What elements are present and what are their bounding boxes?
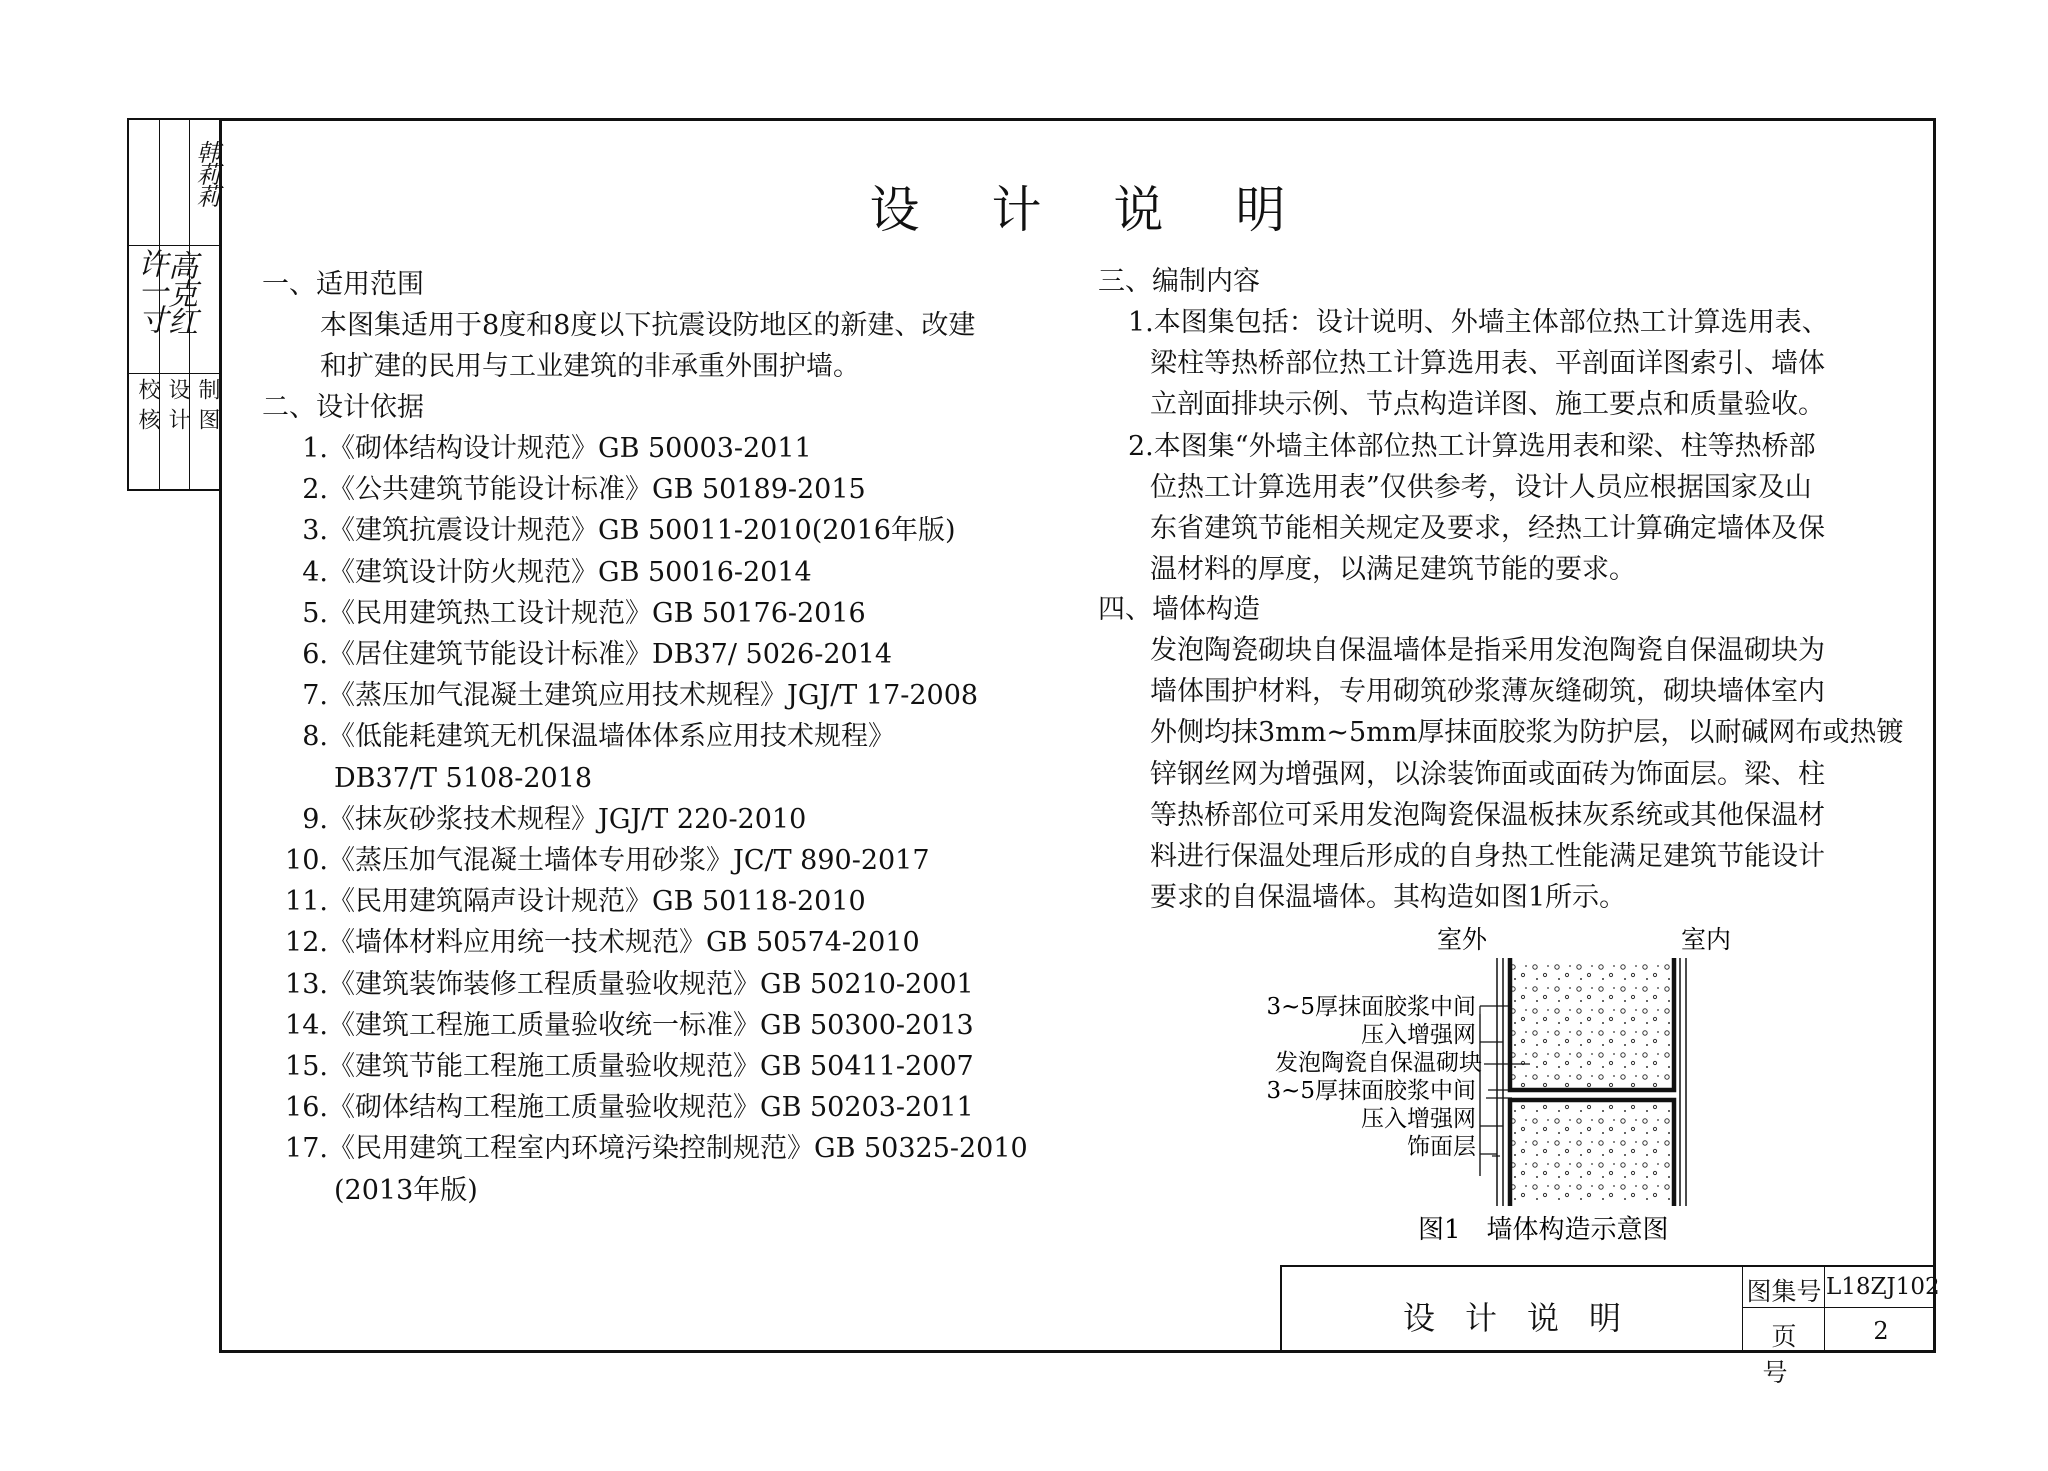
block-lower bbox=[1510, 1100, 1674, 1206]
section-1-heading: 一、适用范围 bbox=[262, 269, 424, 300]
body-line: 等热桥部位可采用发泡陶瓷保温板抹灰系统或其他保温材 bbox=[1150, 799, 1825, 831]
reference-number: 6. bbox=[302, 639, 328, 670]
reference-item bbox=[278, 1132, 1028, 1166]
title-block-title: 设计说明 bbox=[1402, 1299, 1651, 1337]
reference-item bbox=[278, 597, 866, 631]
reference-item bbox=[278, 968, 974, 1002]
section-1-line: 本图集适用于8度和8度以下抗震设防地区的新建、改建 bbox=[320, 310, 976, 341]
reference-number: 8. bbox=[302, 721, 328, 753]
reference-item bbox=[278, 556, 812, 590]
page-title: 设计说明 bbox=[869, 181, 1358, 239]
reference-number: 9. bbox=[302, 803, 328, 835]
reference-number: 3. bbox=[302, 515, 328, 547]
reference-item bbox=[278, 432, 812, 466]
signature-draw: 韩莉莉 bbox=[192, 140, 220, 206]
page-number-label: 页号 bbox=[1762, 1322, 1815, 1387]
reference-text: 《居住建筑节能设计标准》DB37/ 5026-2014 bbox=[328, 639, 893, 670]
section-4-heading: 四、墙体构造 bbox=[1098, 594, 1260, 625]
reference-number: 12. bbox=[285, 927, 328, 959]
signature-check: 许一寸 bbox=[132, 248, 167, 332]
reference-item bbox=[278, 1091, 974, 1125]
reference-item bbox=[278, 1050, 974, 1084]
section-3-heading: 三、编制内容 bbox=[1098, 266, 1260, 297]
reference-item bbox=[278, 926, 920, 960]
title-block bbox=[1280, 1265, 1940, 1387]
callout-plaster-1: 3~5厚抹面胶浆中间 bbox=[1266, 994, 1476, 1020]
reference-text: 《低能耗建筑无机保温墙体体系应用技术规程》 bbox=[328, 721, 895, 753]
reference-item bbox=[278, 1009, 974, 1043]
figure-caption: 图1 墙体构造示意图 bbox=[1418, 1215, 1669, 1245]
body-line: 要求的自保温墙体。其构造如图1所示。 bbox=[1150, 882, 1627, 914]
label-outside: 室外 bbox=[1436, 925, 1488, 954]
reference-number: 5. bbox=[302, 597, 328, 629]
reference-item bbox=[278, 514, 956, 548]
reference-text: 《民用建筑隔声设计规范》GB 50118-2010 bbox=[328, 886, 866, 918]
wall-construction-figure bbox=[1200, 918, 1760, 1248]
reference-item bbox=[278, 720, 895, 754]
reference-item bbox=[278, 844, 930, 878]
reference-number: 16. bbox=[285, 1092, 328, 1124]
reference-number: 2. bbox=[302, 474, 328, 506]
callout-mesh-2: 压入增强网 bbox=[1361, 1106, 1476, 1132]
label-inside: 室内 bbox=[1680, 925, 1732, 954]
body-line: 墙体围护材料，专用砌筑砂浆薄灰缝砌筑，砌块墙体室内 bbox=[1150, 676, 1825, 708]
section-1-line: 和扩建的民用与工业建筑的非承重外围护墙。 bbox=[320, 351, 860, 382]
reference-text: 《民用建筑热工设计规范》GB 50176-2016 bbox=[328, 597, 866, 629]
body-line: 发泡陶瓷砌块自保温墙体是指采用发泡陶瓷自保温砌块为 bbox=[1150, 635, 1825, 666]
callout-block: 发泡陶瓷自保温砌块 bbox=[1275, 1050, 1482, 1076]
reference-text: 《建筑工程施工质量验收统一标准》GB 50300-2013 bbox=[328, 1009, 974, 1041]
reference-number: 14. bbox=[285, 1009, 328, 1041]
body-line: 东省建筑节能相关规定及要求，经热工计算确定墙体及保 bbox=[1150, 513, 1825, 544]
callout-mesh-1: 压入增强网 bbox=[1361, 1022, 1476, 1048]
reference-number: 4. bbox=[302, 556, 328, 588]
atlas-number: L18ZJ102 bbox=[1826, 1274, 1940, 1300]
reference-number: 10. bbox=[285, 845, 328, 876]
reference-item bbox=[278, 803, 806, 837]
reference-item bbox=[278, 473, 866, 507]
reference-item bbox=[278, 638, 892, 672]
reference-item bbox=[278, 1174, 478, 1208]
body-line: 锌钢丝网为增强网，以涂装饰面或面砖为饰面层。梁、柱 bbox=[1150, 758, 1825, 790]
reference-item bbox=[278, 679, 978, 713]
atlas-number-label: 图集号 bbox=[1746, 1277, 1822, 1306]
body-line: 2.本图集“外墙主体部位热工计算选用表和梁、柱等热桥部 bbox=[1128, 430, 1816, 462]
reference-text: 《建筑设计防火规范》GB 50016-2014 bbox=[328, 556, 812, 588]
reference-text: 《民用建筑工程室内环境污染控制规范》GB 50325-2010 bbox=[328, 1133, 1028, 1165]
approval-label-design: 设计 bbox=[165, 378, 190, 438]
reference-text: (2013年版) bbox=[334, 1174, 478, 1206]
callout-plaster-2: 3~5厚抹面胶浆中间 bbox=[1266, 1078, 1476, 1104]
reference-text: 《蒸压加气混凝土建筑应用技术规程》JGJ/T 17-2008 bbox=[328, 680, 979, 712]
body-line: 料进行保温处理后形成的自身热工性能满足建筑节能设计 bbox=[1150, 841, 1825, 872]
reference-text: 《砌体结构设计规范》GB 50003-2011 bbox=[328, 433, 812, 464]
reference-number: 11. bbox=[285, 886, 328, 918]
reference-number: 17. bbox=[285, 1133, 328, 1165]
body-line: 外侧均抹3mm~5mm厚抹面胶浆为防护层，以耐碱网布或热镀 bbox=[1150, 717, 1904, 749]
reference-text: 《建筑装饰装修工程质量验收规范》GB 50210-2001 bbox=[328, 968, 974, 1000]
body-line: 温材料的厚度，以满足建筑节能的要求。 bbox=[1150, 554, 1636, 586]
reference-number: 1. bbox=[302, 433, 328, 464]
signature-design: 高克红 bbox=[162, 250, 197, 334]
body-line: 位热工计算选用表”仅供参考，设计人员应根据国家及山 bbox=[1150, 471, 1812, 503]
body-line: 1.本图集包括：设计说明、外墙主体部位热工计算选用表、 bbox=[1128, 307, 1829, 338]
reference-text: 《建筑抗震设计规范》GB 50011-2010(2016年版) bbox=[328, 515, 956, 547]
reference-item bbox=[278, 885, 866, 919]
reference-number: 7. bbox=[302, 680, 328, 712]
reference-item bbox=[278, 762, 592, 796]
reference-text: 《建筑节能工程施工质量验收规范》GB 50411-2007 bbox=[328, 1051, 974, 1082]
section-2-heading: 二、设计依据 bbox=[262, 392, 424, 423]
reference-text: 《抹灰砂浆技术规程》JGJ/T 220-2010 bbox=[328, 803, 807, 835]
reference-text: 《墙体材料应用统一技术规范》GB 50574-2010 bbox=[328, 927, 920, 959]
block-upper bbox=[1510, 960, 1674, 1090]
approval-label-draw: 制图 bbox=[195, 378, 220, 438]
approval-label-check: 校核 bbox=[135, 378, 160, 438]
reference-text: DB37/T 5108-2018 bbox=[334, 762, 593, 794]
reference-number: 15. bbox=[285, 1051, 328, 1082]
approval-block bbox=[127, 118, 221, 491]
reference-text: 《砌体结构工程施工质量验收规范》GB 50203-2011 bbox=[328, 1092, 974, 1124]
page-number: 2 bbox=[1873, 1317, 1889, 1345]
reference-number: 13. bbox=[285, 968, 328, 1000]
reference-text: 《公共建筑节能设计标准》GB 50189-2015 bbox=[328, 474, 866, 506]
callout-finish: 饰面层 bbox=[1407, 1134, 1476, 1160]
reference-text: 《蒸压加气混凝土墙体专用砂浆》JC/T 890-2017 bbox=[328, 845, 930, 876]
body-line: 梁柱等热桥部位热工计算选用表、平剖面详图索引、墙体 bbox=[1150, 348, 1825, 380]
body-line: 立剖面排块示例、节点构造详图、施工要点和质量验收。 bbox=[1150, 389, 1825, 421]
